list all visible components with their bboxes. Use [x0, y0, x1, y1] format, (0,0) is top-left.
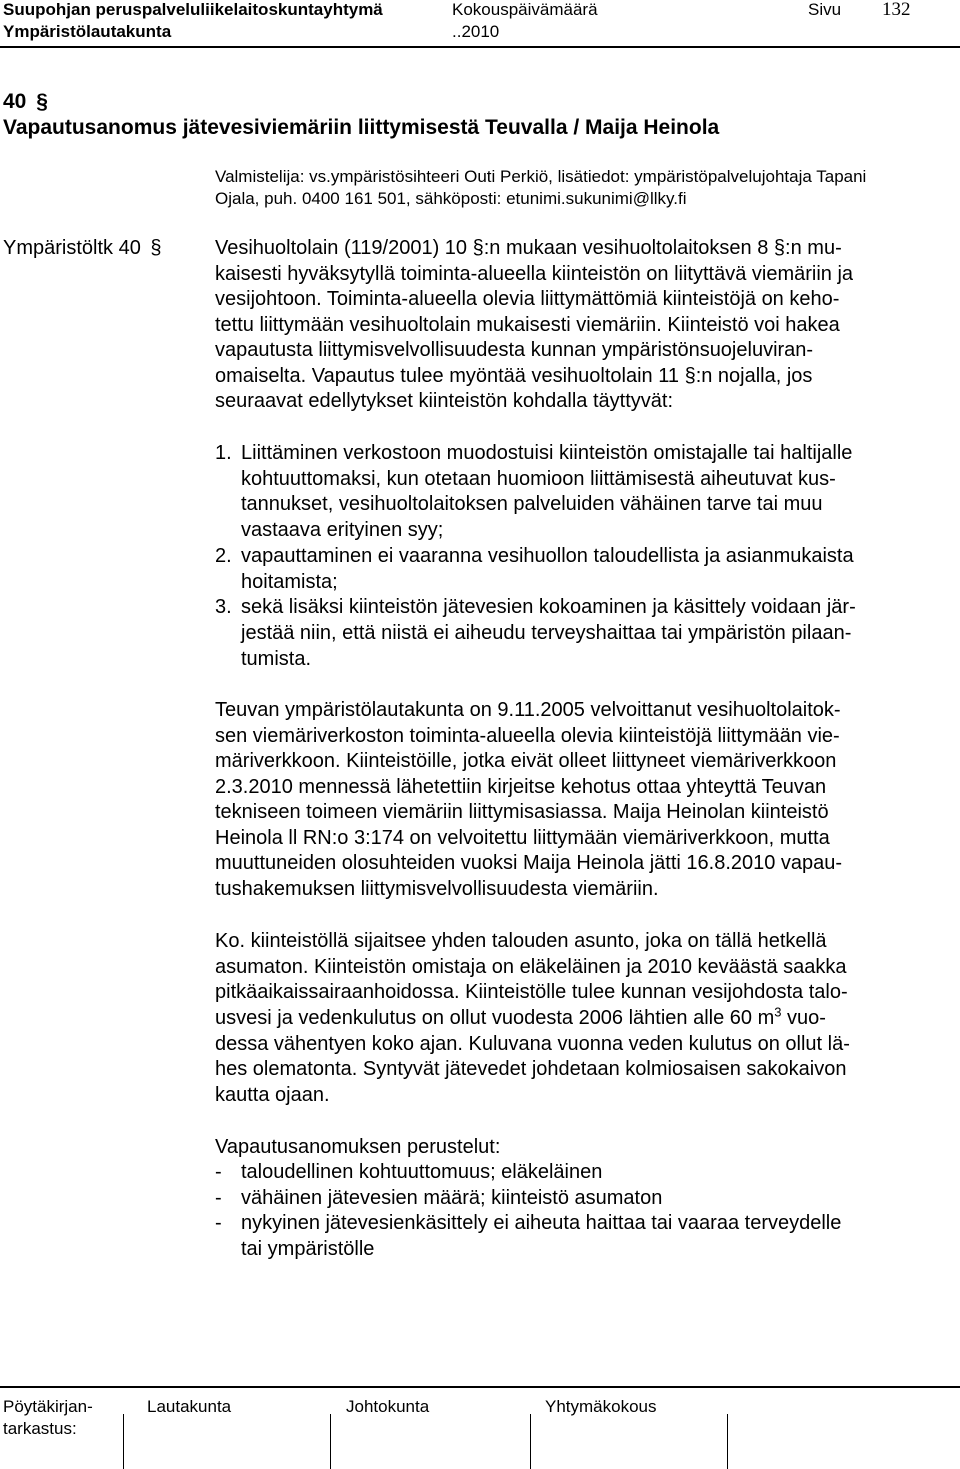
list-text: Liittäminen verkostoon muodostuisi kiinteistön omistajalle tai haltijalle: [241, 442, 853, 464]
footer-text: Pöytäkirjan-: [3, 1397, 93, 1416]
list-item: [215, 1186, 662, 1210]
footer-directors-label: Johtokunta: [346, 1397, 430, 1416]
footer-board-label: Lautakunta: [147, 1397, 232, 1416]
intro-line-3: vesijohtoon. Toiminta-alueella olevia liittymättömiä kiinteistöjä on keho-: [215, 288, 840, 310]
list-number: 1.: [215, 442, 232, 464]
section-title: Vapautusanomus jätevesiviemäriin liittymisestä Teuvalla / Maija Heinola: [3, 116, 720, 139]
list-continuation: hoitamista;: [241, 571, 338, 593]
footer-cell-divider: [123, 1414, 124, 1469]
intro-line-2: kaisesti hyväksytyllä toiminta-alueella kiinteistön on liityttävä viemäriin ja: [215, 263, 854, 285]
header-divider: [0, 46, 960, 48]
preparer-line-1: Valmistelija: vs.ympäristösihteeri Outi Perkiö, lisätiedot: ympäristöpalvelujohtaja Tapani: [215, 167, 867, 186]
paragraph-line: sen viemäriverkoston toiminta-alueella olevia kiinteistöjä liittymään vie-: [215, 725, 840, 747]
list-item: [215, 1160, 602, 1184]
list-number: 3.: [215, 596, 232, 618]
list-item: [215, 1211, 841, 1235]
page-label: Sivu: [808, 0, 842, 19]
preparer-line-2: Ojala, puh. 0400 161 501, sähköposti: etunimi.sukunimi@llky.fi: [215, 189, 687, 208]
footer-assembly-label: Yhtymäkokous: [545, 1397, 657, 1416]
list-continuation: tai ympäristölle: [241, 1238, 375, 1260]
list-text: vähäinen jätevesien määrä; kiinteistö asumaton: [241, 1187, 663, 1209]
superscript: 3: [774, 1004, 782, 1020]
reference-symbol: §: [150, 237, 162, 259]
intro-line-6: [215, 364, 812, 388]
footer-cell-divider: [530, 1414, 531, 1469]
dash-bullet: -: [215, 1187, 222, 1209]
date-value: ..2010: [452, 22, 500, 41]
page-number: 132: [882, 0, 911, 20]
paragraph-line: hes olematonta. Syntyvät jätevedet johdetaan kolmiosaisen sakokaivon: [215, 1058, 847, 1080]
committee-name: Ympäristölautakunta: [3, 22, 172, 41]
list-continuation: tannukset, vesihuoltolaitoksen palveluiden vähäinen tarve tai muu: [241, 493, 823, 515]
paragraph-line: tushakemuksen liittymisvelvollisuudesta viemäriin.: [215, 878, 659, 900]
paragraph-line: [215, 1006, 826, 1030]
committee-reference: [3, 236, 162, 260]
intro-line-5: vapautusta liittymisvelvollisuudesta kunnan ympäristönsuojeluviran-: [215, 339, 814, 361]
intro-line-4: tettu liittymään vesihuoltolain mukaisesti viemäriin. Kiinteistö voi hakea: [215, 314, 840, 336]
list-text: nykyinen jätevesienkäsittely ei aiheuta haittaa tai vaaraa terveydelle: [241, 1212, 842, 1234]
paragraph-line: dessa vähentyen koko ajan. Kuluvana vuonna veden kulutus on ollut lä-: [215, 1033, 850, 1055]
intro-line-1: [215, 236, 842, 260]
list-number: 2.: [215, 545, 232, 567]
footer-cell-divider: [727, 1414, 728, 1469]
reference-label: Ympäristöltk 40: [3, 237, 141, 259]
paragraph-line: märiverkkoon. Kiinteistöille, jotka eivät olleet liittyneet viemäriverkkoon: [215, 750, 837, 772]
paragraph-line: kautta ojaan.: [215, 1084, 330, 1106]
paragraph-line: Teuvan ympäristölautakunta on 9.11.2005 velvoittanut vesihuoltolaitok-: [215, 699, 841, 721]
paragraph-text: usvesi ja vedenkulutus on ollut vuodesta 2006 lähtien alle 60 m: [215, 1007, 775, 1029]
paragraph-line: 2.3.2010 mennessä lähetettiin kirjeitse kehotus ottaa yhteyttä Teuvan: [215, 776, 827, 798]
footer-review-label: [3, 1396, 93, 1440]
section-number: 40: [3, 90, 27, 113]
list-item: [215, 441, 852, 465]
paragraph-line: Heinola ll RN:o 3:174 on velvoitettu liittymään viemäriverkkoon, mutta: [215, 827, 830, 849]
footer-divider: [0, 1386, 960, 1388]
section-symbol: §: [36, 90, 48, 113]
footer-cell-divider: [330, 1414, 331, 1469]
intro-text: :n mu-: [785, 237, 842, 259]
list-text: vapauttaminen ei vaaranna vesihuollon taloudellista ja asianmukaista: [241, 545, 854, 567]
intro-text: :n nojalla, jos: [695, 365, 813, 387]
list-text: sekä lisäksi kiinteistön jätevesien kokoaminen ja käsittely voidaan jär-: [241, 596, 856, 618]
dash-bullet: -: [215, 1212, 222, 1234]
paragraph-line: pitkäaikaissairaanhoidossa. Kiinteistölle tulee kunnan vesijohdosta talo-: [215, 981, 848, 1003]
grounds-heading: Vapautusanomuksen perustelut:: [215, 1136, 501, 1158]
list-continuation: tumista.: [241, 648, 312, 670]
list-text: taloudellinen kohtuuttomuus; eläkeläinen: [241, 1161, 603, 1183]
paragraph-line: tekniseen toimeen viemäriin liittymisasiassa. Maija Heinolan kiinteistö: [215, 801, 829, 823]
list-item: [215, 544, 854, 568]
intro-text: :n mukaan vesihuoltolaitoksen 8: [483, 237, 769, 259]
footer-text: tarkastus:: [3, 1419, 77, 1438]
date-label: Kokouspäivämäärä: [452, 0, 598, 19]
intro-text: Vesihuoltolain (119/2001) 10: [215, 237, 468, 259]
dash-bullet: -: [215, 1161, 222, 1183]
list-item: [215, 595, 856, 619]
list-continuation: jestää niin, että niistä ei aiheudu terveyshaittaa tai ympäristön pilaan-: [241, 622, 852, 644]
paragraph-line: Ko. kiinteistöllä sijaitsee yhden talouden asunto, joka on tällä hetkellä: [215, 930, 827, 952]
intro-text: omaiselta. Vapautus tulee myöntää vesihuoltolain 11: [215, 365, 679, 387]
paragraph-line: asumaton. Kiinteistön omistaja on eläkeläinen ja 2010 keväästä saakka: [215, 956, 847, 978]
section-symbol: §: [472, 237, 484, 259]
section-symbol: §: [773, 237, 786, 259]
organization-name: Suupohjan peruspalveluliikelaitoskuntayhtymä: [3, 0, 383, 19]
intro-line-7: seuraavat edellytykset kiinteistön kohdalla täyttyvät:: [215, 390, 674, 412]
paragraph-text: vuo-: [781, 1007, 826, 1029]
list-continuation: vastaava erityinen syy;: [241, 519, 444, 541]
list-continuation: kohtuuttomaksi, kun otetaan huomioon liittämisestä aiheutuvat kus-: [241, 468, 836, 490]
paragraph-line: muuttuneiden olosuhteiden vuoksi Maija Heinola jätti 16.8.2010 vapau-: [215, 852, 843, 874]
section-symbol: §: [684, 365, 696, 387]
